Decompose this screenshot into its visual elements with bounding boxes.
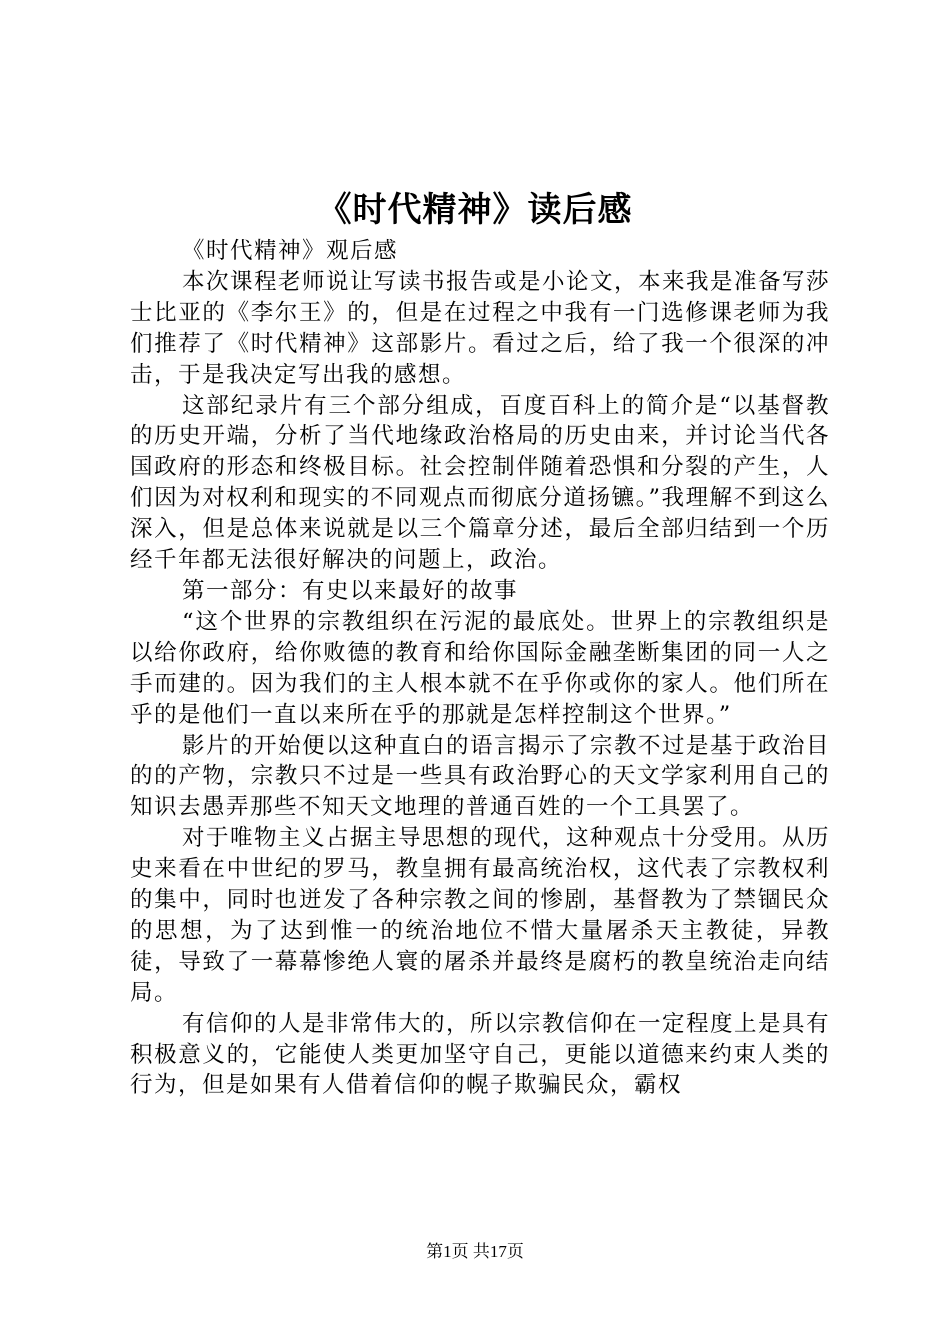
document-title: 《时代精神》读后感 [317, 190, 633, 230]
paragraph: 有信仰的人是非常伟大的，所以宗教信仰在一定程度上是具有积极意义的，它能使人类更加坚守自己，更能以道德来约束人类的行为，但是如果有人借着信仰的幌子欺骗民众，霸权 [130, 1010, 831, 1099]
paragraph: 本次课程老师说让写读书报告或是小论文，本来我是准备写莎士比亚的《李尔王》的，但是在过程之中我有一门选修课老师为我们推荐了《时代精神》这部影片。看过之后，给了我一个很深的冲击，于是我决定写出我的感想。 [130, 268, 831, 388]
page-footer [0, 1240, 950, 1264]
document-body [130, 236, 830, 1101]
paragraph-subtitle: 《时代精神》观后感 [182, 238, 399, 264]
paragraph: 对于唯物主义占据主导思想的现代，这种观点十分受用。从历史来看在中世纪的罗马，教皇拥有最高统治权，这代表了宗教权利的集中，同时也迸发了各种宗教之间的惨剧，基督教为了禁锢民众的思想，为了达到惟一的统治地位不惜大量屠杀天主教徒，异教徒，导致了一幕幕惨绝人寰的屠杀并最终是腐朽的教皇统治走向结局。 [130, 825, 831, 1006]
paragraph: 影片的开始便以这种直白的语言揭示了宗教不过是基于政治目的的产物，宗教只不过是一些具有政治野心的天文学家利用自己的知识去愚弄那些不知天文地理的普通百姓的一个工具罢了。 [130, 732, 831, 821]
quote-paragraph: “这个世界的宗教组织在污泥的最底处。世界上的宗教组织是以给你政府，给你败德的教育和给你国际金融垄断集团的同一人之手而建的。因为我们的主人根本就不在乎你或你的家人。他们所在乎的是他们一直以来所在乎的那就是怎样控制这个世界。” [130, 608, 830, 728]
page-number: 第1页 共17页 [426, 1242, 524, 1261]
paragraph: 这部纪录片有三个部分组成，百度百科上的简介是“以基督教的历史开端，分析了当代地缘政治格局的历史由来，并讨论当代各国政府的形态和终极目标。社会控制伴随着恐惧和分裂的产生，人们因为对权利和现实的不同观点而彻底分道扬镳。”我理解不到这么深入，但是总体来说就是以三个篇章分述，最后全部归结到一个历经千年都无法很好解决的问题上，政治。 [130, 392, 830, 574]
section-heading: 第一部分：有史以来最好的故事 [182, 577, 519, 604]
